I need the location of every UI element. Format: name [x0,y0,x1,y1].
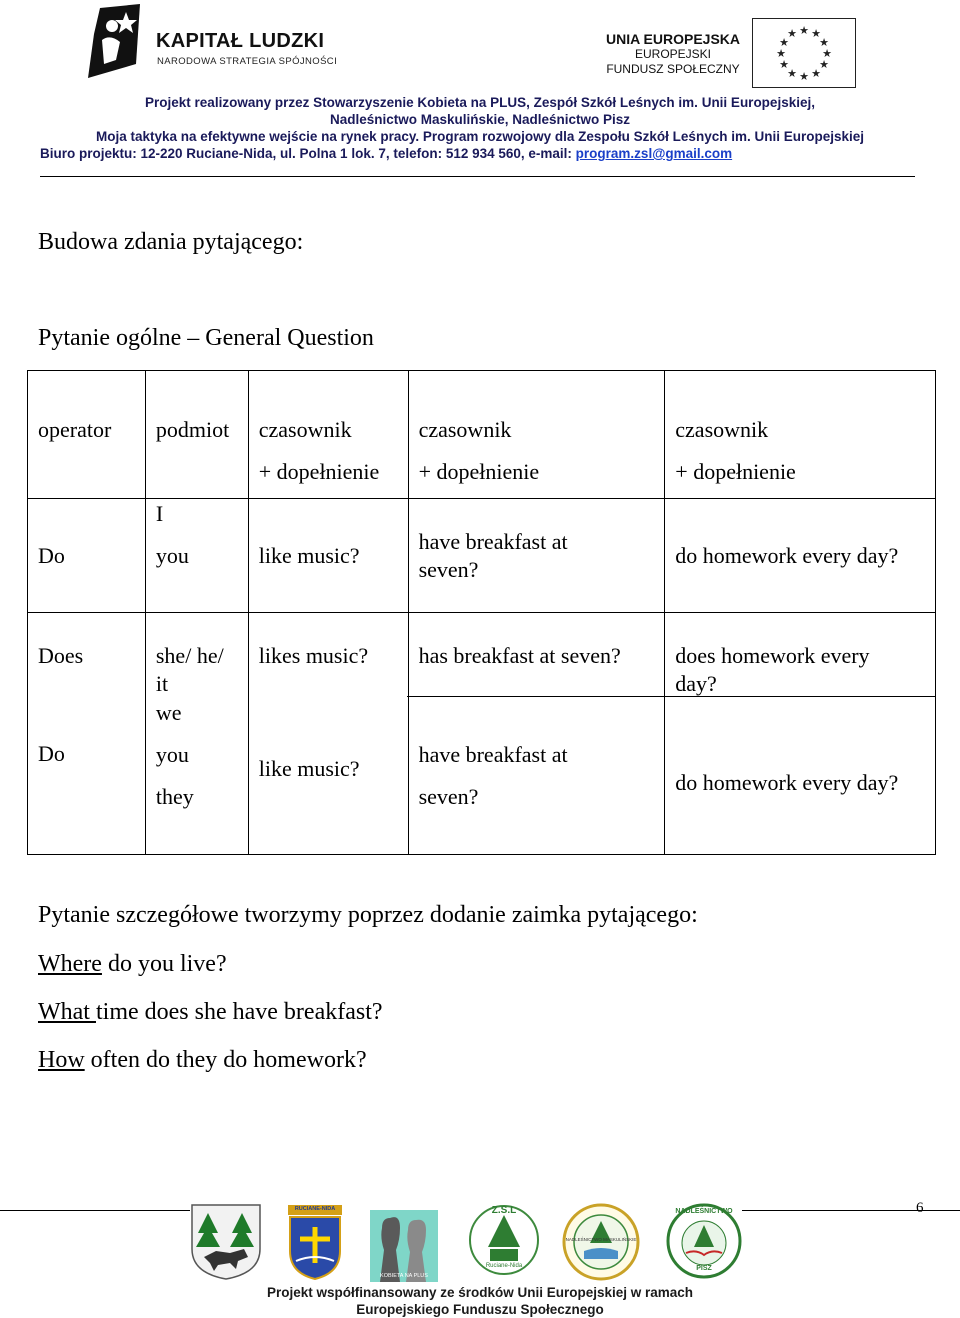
row2-verb3-a2: day? [675,671,717,696]
pisz-bottom-caption: PISZ [696,1265,712,1272]
example-what-rest: time does she have breakfast? [95,999,383,1025]
heading-general-question: Pytanie ogólne – General Question [38,325,374,351]
email-link[interactable]: program.zsl@gmail.com [575,146,733,161]
svg-text:★: ★ [799,25,809,37]
row2-cell-operator [28,613,146,855]
table-row [28,499,936,613]
header-verb3-b: + dopełnienie [675,459,796,484]
kobieta-na-plus-logo [370,1210,438,1282]
ruciane-nida-coat-of-arms-icon [190,1203,262,1281]
ruciane-nida-logo [286,1203,344,1281]
nadlesnictwo-maskulinskie-logo [562,1203,640,1281]
row2-verb3-a1: does homework every [675,643,870,668]
zsl-logo [468,1203,540,1277]
svg-text:★: ★ [819,59,829,71]
header-line-4 [40,146,732,161]
header-line-3: Moja taktyka na efektywne wejście na rynek pracy. Program rozwojowy dla Zespołu Szkół Leśnych im. Unii Europejskiej [95,129,864,144]
row1-cell-operator [28,499,146,613]
table-row [28,613,936,855]
row2-subject-it: it [155,671,169,696]
header-line-1: Projekt realizowany przez Stowarzyszenie Kobieta na PLUS, Zespół Szkół Leśnych im. Unii Europejskiej, [145,95,815,110]
row2-verb2-b1: have breakfast at [418,742,568,767]
row2-subject-you: you [155,742,189,767]
ue-line1: UNIA EUROPEJSKA [605,31,741,47]
row2-cell-verb2 [408,613,665,855]
svg-text:★: ★ [811,28,821,40]
row2-verb1-b: like music? [258,756,360,781]
ruciane-nida-caption: RUCIANE-NIDA [294,1206,336,1212]
header-operator: operator [38,417,112,442]
kapital-ludzki-logo-icon [86,4,146,82]
kapital-ludzki-title: KAPITAŁ LUDZKI [156,30,325,52]
row2-cell-verb1 [248,613,408,855]
footer-cofinancing-line2: Europejskiego Funduszu Społecznego [356,1302,604,1317]
row1-verb1: like music? [258,543,360,568]
row2-operator-does: Does [38,643,84,668]
row2-verb2-b2: seven? [418,784,479,809]
svg-text:★: ★ [779,59,789,71]
svg-text:★: ★ [787,68,797,80]
example-where-rest: do you live? [101,951,227,977]
svg-text:★: ★ [819,37,829,49]
row1-cell-verb2 [408,499,665,613]
row1-verb3: do homework every day? [675,543,899,568]
row1-cell-verb1 [248,499,408,613]
row1-operator: Do [38,543,65,568]
ue-line2: EUROPEJSKI [634,47,712,61]
example-how [38,1047,367,1074]
nadlesnictwo-pisz-logo [666,1203,742,1279]
header-divider [40,176,915,177]
row2-subject-she-he: she/ he/ [155,643,224,668]
ue-line3: FUNDUSZ SPOŁECZNY [606,62,740,76]
kapital-ludzki-subtitle: NARODOWA STRATEGIA SPÓJNOŚCI [157,56,338,67]
kobieta-na-plus-caption: KOBIETA NA PLUS [380,1273,428,1279]
question-word-where: Where [38,951,102,977]
row2-divider-verb3 [664,696,936,697]
kobieta-na-plus-icon [370,1210,438,1282]
row1-verb2-b: seven? [418,557,479,582]
general-question-table [27,370,936,855]
office-address: Biuro projektu: 12-220 Ruciane-Nida, ul. Polna 1 lok. 7, telefon: 512 934 560, e-mail: [40,146,576,161]
question-word-what: What [38,999,96,1025]
header-verb1-b: + dopełnienie [258,459,380,484]
footer-rule-left [0,1210,190,1211]
svg-text:★: ★ [811,68,821,80]
header-line-2: Nadleśnictwo Maskulińskie, Nadleśnictwo Pisz [329,112,631,127]
header-cell-operator [28,371,146,499]
row1-subject-2: you [155,543,189,568]
page-number: 6 [916,1200,924,1216]
header-verb2-b: + dopełnienie [418,459,540,484]
example-what [38,999,383,1026]
header-cell-verb2 [408,371,665,499]
maskulinskie-emblem-icon [562,1203,640,1281]
row2-verb2-a: has breakfast at seven? [418,643,621,668]
row1-subject-1: I [155,501,164,526]
svg-text:★: ★ [822,48,832,60]
footer-rule-right [742,1210,960,1211]
header-cell-verb3 [665,371,936,499]
row2-cell-subject [145,613,248,855]
row2-subject-they: they [155,784,194,809]
eu-fund-label [604,32,742,77]
ruciane-nida-shield-icon [286,1203,344,1281]
zsl-top-caption: Z.S.L [491,1205,517,1216]
header-cell-subject [145,371,248,499]
row1-verb2-a: have breakfast at [418,529,568,554]
table-header-row [28,371,936,499]
example-how-rest: often do they do homework? [84,1047,367,1073]
row1-cell-subject [145,499,248,613]
header-verb2-a: czasownik [418,417,512,442]
row1-cell-verb3 [665,499,936,613]
header-verb3-a: czasownik [675,417,769,442]
header-verb1-a: czasownik [258,417,352,442]
header-subject: podmiot [155,417,230,442]
row2-divider-verb2 [407,696,664,697]
svg-text:★: ★ [779,37,789,49]
svg-text:★: ★ [799,71,809,83]
zsl-bottom-caption: Ruciane-Nida [485,1263,523,1269]
row2-operator-do: Do [38,741,65,766]
question-word-how: How [38,1047,85,1073]
example-where [38,951,227,978]
eu-flag-icon [752,18,856,88]
header-cell-verb1 [248,371,408,499]
svg-text:★: ★ [787,28,797,40]
row2-cell-verb3 [665,613,936,855]
svg-text:★: ★ [776,48,786,60]
footer-cofinancing-line1: Projekt współfinansowany ze środków Unii Europejskiej w ramach [266,1285,694,1300]
detail-question-intro: Pytanie szczegółowe tworzymy poprzez dodanie zaimka pytającego: [38,902,698,928]
heading-question-structure: Budowa zdania pytającego: [38,229,304,255]
maskulinskie-caption: NADLEŚNICTWO MASKULIŃSKIE [565,1237,637,1242]
row2-verb3-b: do homework every day? [675,770,899,795]
row2-verb1-a: likes music? [258,643,369,668]
row2-subject-we: we [155,700,182,725]
pisz-top-caption: NADLEŚNICTWO [675,1208,733,1215]
